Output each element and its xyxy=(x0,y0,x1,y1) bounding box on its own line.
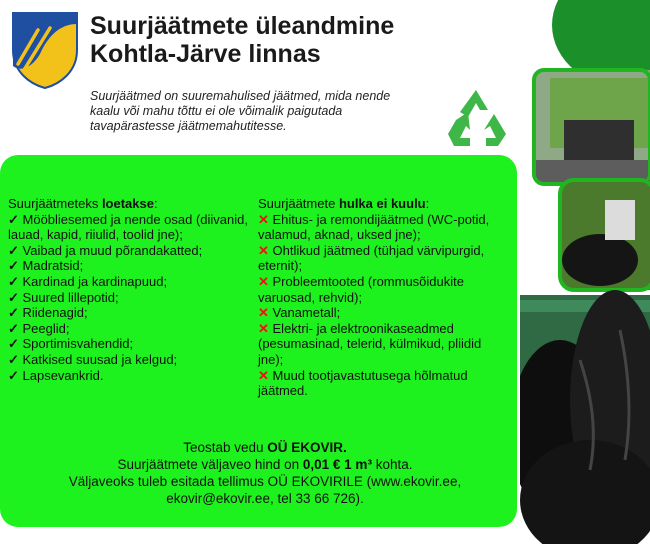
accepted-item xyxy=(8,290,248,306)
list-item-text: Vaibad ja muud põrandakatted; xyxy=(22,242,203,258)
excluded-item xyxy=(258,321,510,368)
excluded-heading: Suurjäätmete hulka ei kuulu: xyxy=(258,196,430,211)
list-item-text: Kardinad ja kardinapuud; xyxy=(22,273,168,289)
list-item-text: Katkised suusad ja kelgud; xyxy=(22,351,178,367)
accepted-item xyxy=(8,368,248,384)
check-icon: ✓ xyxy=(8,258,23,274)
list-item-text: Elektri- ja elektroonikaseadmed (pesumasinad, telerid, külmikud, pliidid jne); xyxy=(258,320,482,367)
list-item-text: Riidenagid; xyxy=(22,305,88,321)
recycle-icon xyxy=(440,86,512,150)
cross-icon: ✕ xyxy=(258,211,273,227)
accepted-item xyxy=(8,336,248,352)
cross-icon: ✕ xyxy=(258,305,273,321)
excluded-item xyxy=(258,274,510,305)
accepted-item xyxy=(8,321,248,337)
list-item-text: Ohtlikud jäätmed (tühjad värvipurgid, eternit); xyxy=(258,242,485,274)
list-item-text: Sportimisvahendid; xyxy=(22,336,134,352)
list-item-text: Muud tootjavastutusega hõlmatud jäätmed. xyxy=(258,367,468,399)
list-item-text: Peeglid; xyxy=(22,320,70,336)
check-icon: ✓ xyxy=(8,351,23,367)
accepted-item xyxy=(8,274,248,290)
intro-text: Suurjäätmed on suuremahulised jäätmed, mida nende kaalu või mahu tõttu ei ole võimalik paigutada tavapärastesse jäätmemahutitesse. xyxy=(90,89,391,133)
accepted-item xyxy=(8,258,248,274)
check-icon: ✓ xyxy=(8,320,23,336)
accepted-item xyxy=(8,305,248,321)
page-title: Suurjäätmete üleandmine Kohtla-Järve linnas xyxy=(90,12,395,68)
list-item-text: Probleemtooted (rommusõidukite varuosad, rehvid); xyxy=(258,273,464,305)
photo-collage xyxy=(520,0,650,544)
excluded-items-column xyxy=(258,196,510,399)
accepted-item xyxy=(8,352,248,368)
excluded-item xyxy=(258,305,510,321)
accepted-items-column xyxy=(8,196,248,383)
check-icon: ✓ xyxy=(8,242,23,258)
excluded-item xyxy=(258,368,510,399)
cross-icon: ✕ xyxy=(258,367,273,383)
list-item-text: Suured lillepotid; xyxy=(22,289,119,305)
excluded-item xyxy=(258,212,510,243)
list-item-text: Ehitus- ja remondijäätmed (WC-potid, valamud, aknad, uksed jne); xyxy=(258,211,490,243)
list-item-text: Madratsid; xyxy=(22,258,84,274)
accepted-item xyxy=(8,243,248,259)
cross-icon: ✕ xyxy=(258,273,273,289)
footer-info: Teostab vedu OÜ EKOVIR. Suurjäätmete väljaveo hind on 0,01 € 1 m³ kohta. Väljaveoks tuleb esitada tellimus OÜ EKOVIRILE (www.ekovir.ee, ekovir@ekovir.ee, tel 33 66 726). xyxy=(68,440,462,506)
accepted-item xyxy=(8,212,248,243)
check-icon: ✓ xyxy=(8,336,23,352)
check-icon: ✓ xyxy=(8,305,23,321)
list-item-text: Lapsevankrid. xyxy=(22,367,104,383)
accepted-heading: Suurjäätmeteks loetakse: xyxy=(8,196,158,211)
list-item-text: Vanametall; xyxy=(272,305,341,321)
list-item-text: Mööbliesemed ja nende osad (diivanid, lauad, kapid, riiulid, toolid jne); xyxy=(8,211,248,243)
check-icon: ✓ xyxy=(8,211,23,227)
cross-icon: ✕ xyxy=(258,320,273,336)
check-icon: ✓ xyxy=(8,289,23,305)
check-icon: ✓ xyxy=(8,273,23,289)
coat-of-arms-icon xyxy=(10,10,80,90)
check-icon: ✓ xyxy=(8,367,23,383)
excluded-item xyxy=(258,243,510,274)
cross-icon: ✕ xyxy=(258,242,273,258)
